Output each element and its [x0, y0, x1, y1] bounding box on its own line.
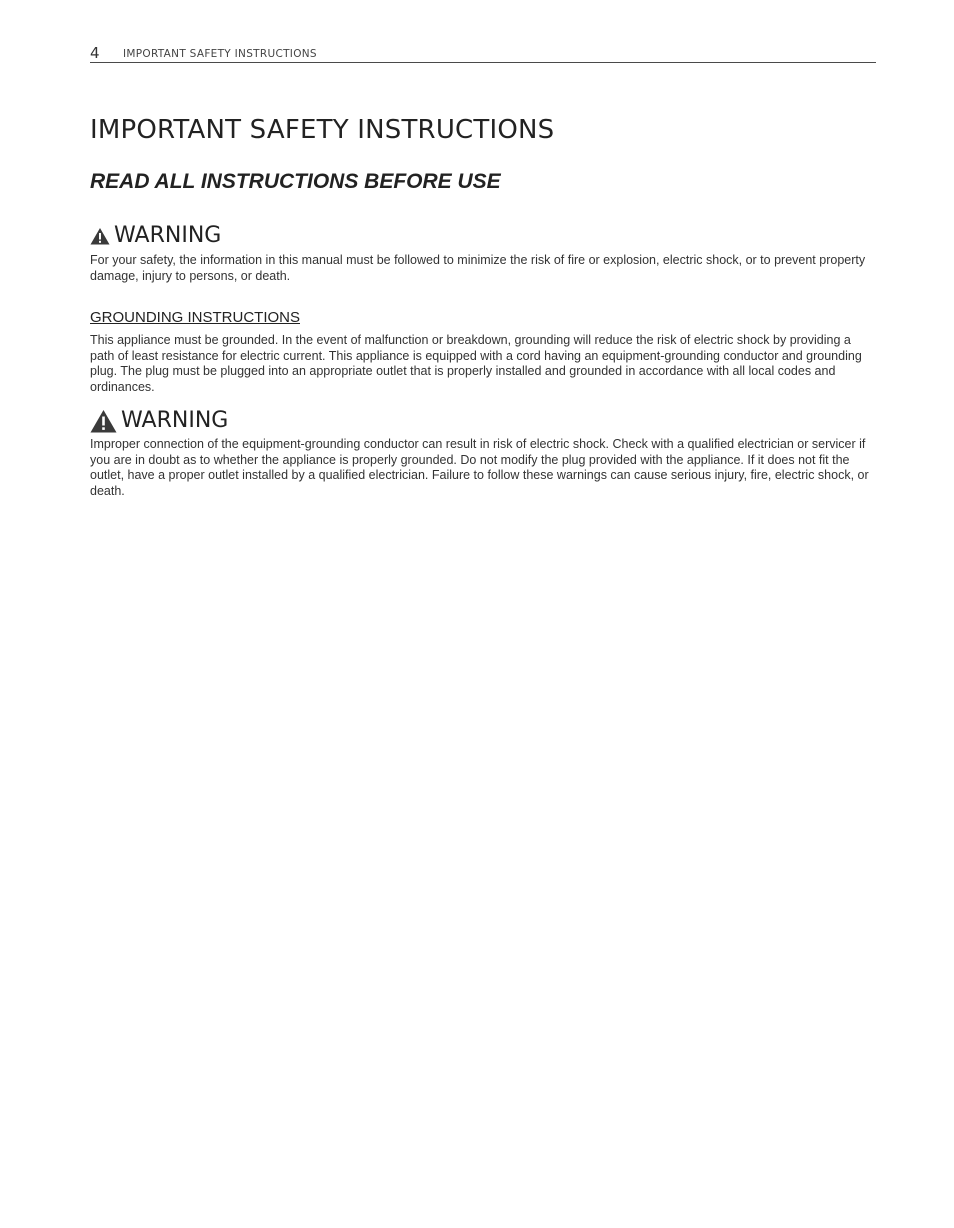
- warning-label-2: WARNING: [121, 408, 229, 433]
- grounding-heading: GROUNDING INSTRUCTIONS: [90, 309, 300, 326]
- page-header: [90, 44, 876, 63]
- page-number: 4: [90, 44, 100, 62]
- warning-triangle-icon: [90, 409, 117, 433]
- grounding-text: This appliance must be grounded. In the event of malfunction or breakdown, grounding will reduce the risk of electric shock by providing a path of least resistance for electric current. This appliance is equipped with a cord having an equipment-grounding conductor and grounding plug. The plug must be plugged into an appropriate outlet that is properly installed and grounded in accordance with all local codes and ordinances.: [90, 333, 862, 394]
- warning-label-1: WARNING: [114, 223, 222, 248]
- warning-heading-2: [90, 408, 228, 434]
- warning-heading-1: [90, 223, 221, 249]
- running-head: IMPORTANT SAFETY INSTRUCTIONS: [123, 48, 317, 60]
- page-title: IMPORTANT SAFETY INSTRUCTIONS: [90, 115, 555, 145]
- page-subtitle: READ ALL INSTRUCTIONS BEFORE USE: [90, 170, 501, 193]
- warning-text-2: Improper connection of the equipment-grounding conductor can result in risk of electric shock. Check with a qualified electrician or servicer if you are in doubt as to whether the appliance is properly grounded. Do not modify the plug provided with the appliance. If it does not fit the outlet, have a proper outlet installed by a qualified electrician. Failure to follow these warnings can cause serious injury, fire, electric shock, or death.: [90, 437, 869, 498]
- warning-triangle-icon: [90, 227, 110, 245]
- warning-text-1: For your safety, the information in this manual must be followed to minimize the risk of fire or explosion, electric shock, or to prevent property damage, injury to persons, or death.: [90, 253, 866, 283]
